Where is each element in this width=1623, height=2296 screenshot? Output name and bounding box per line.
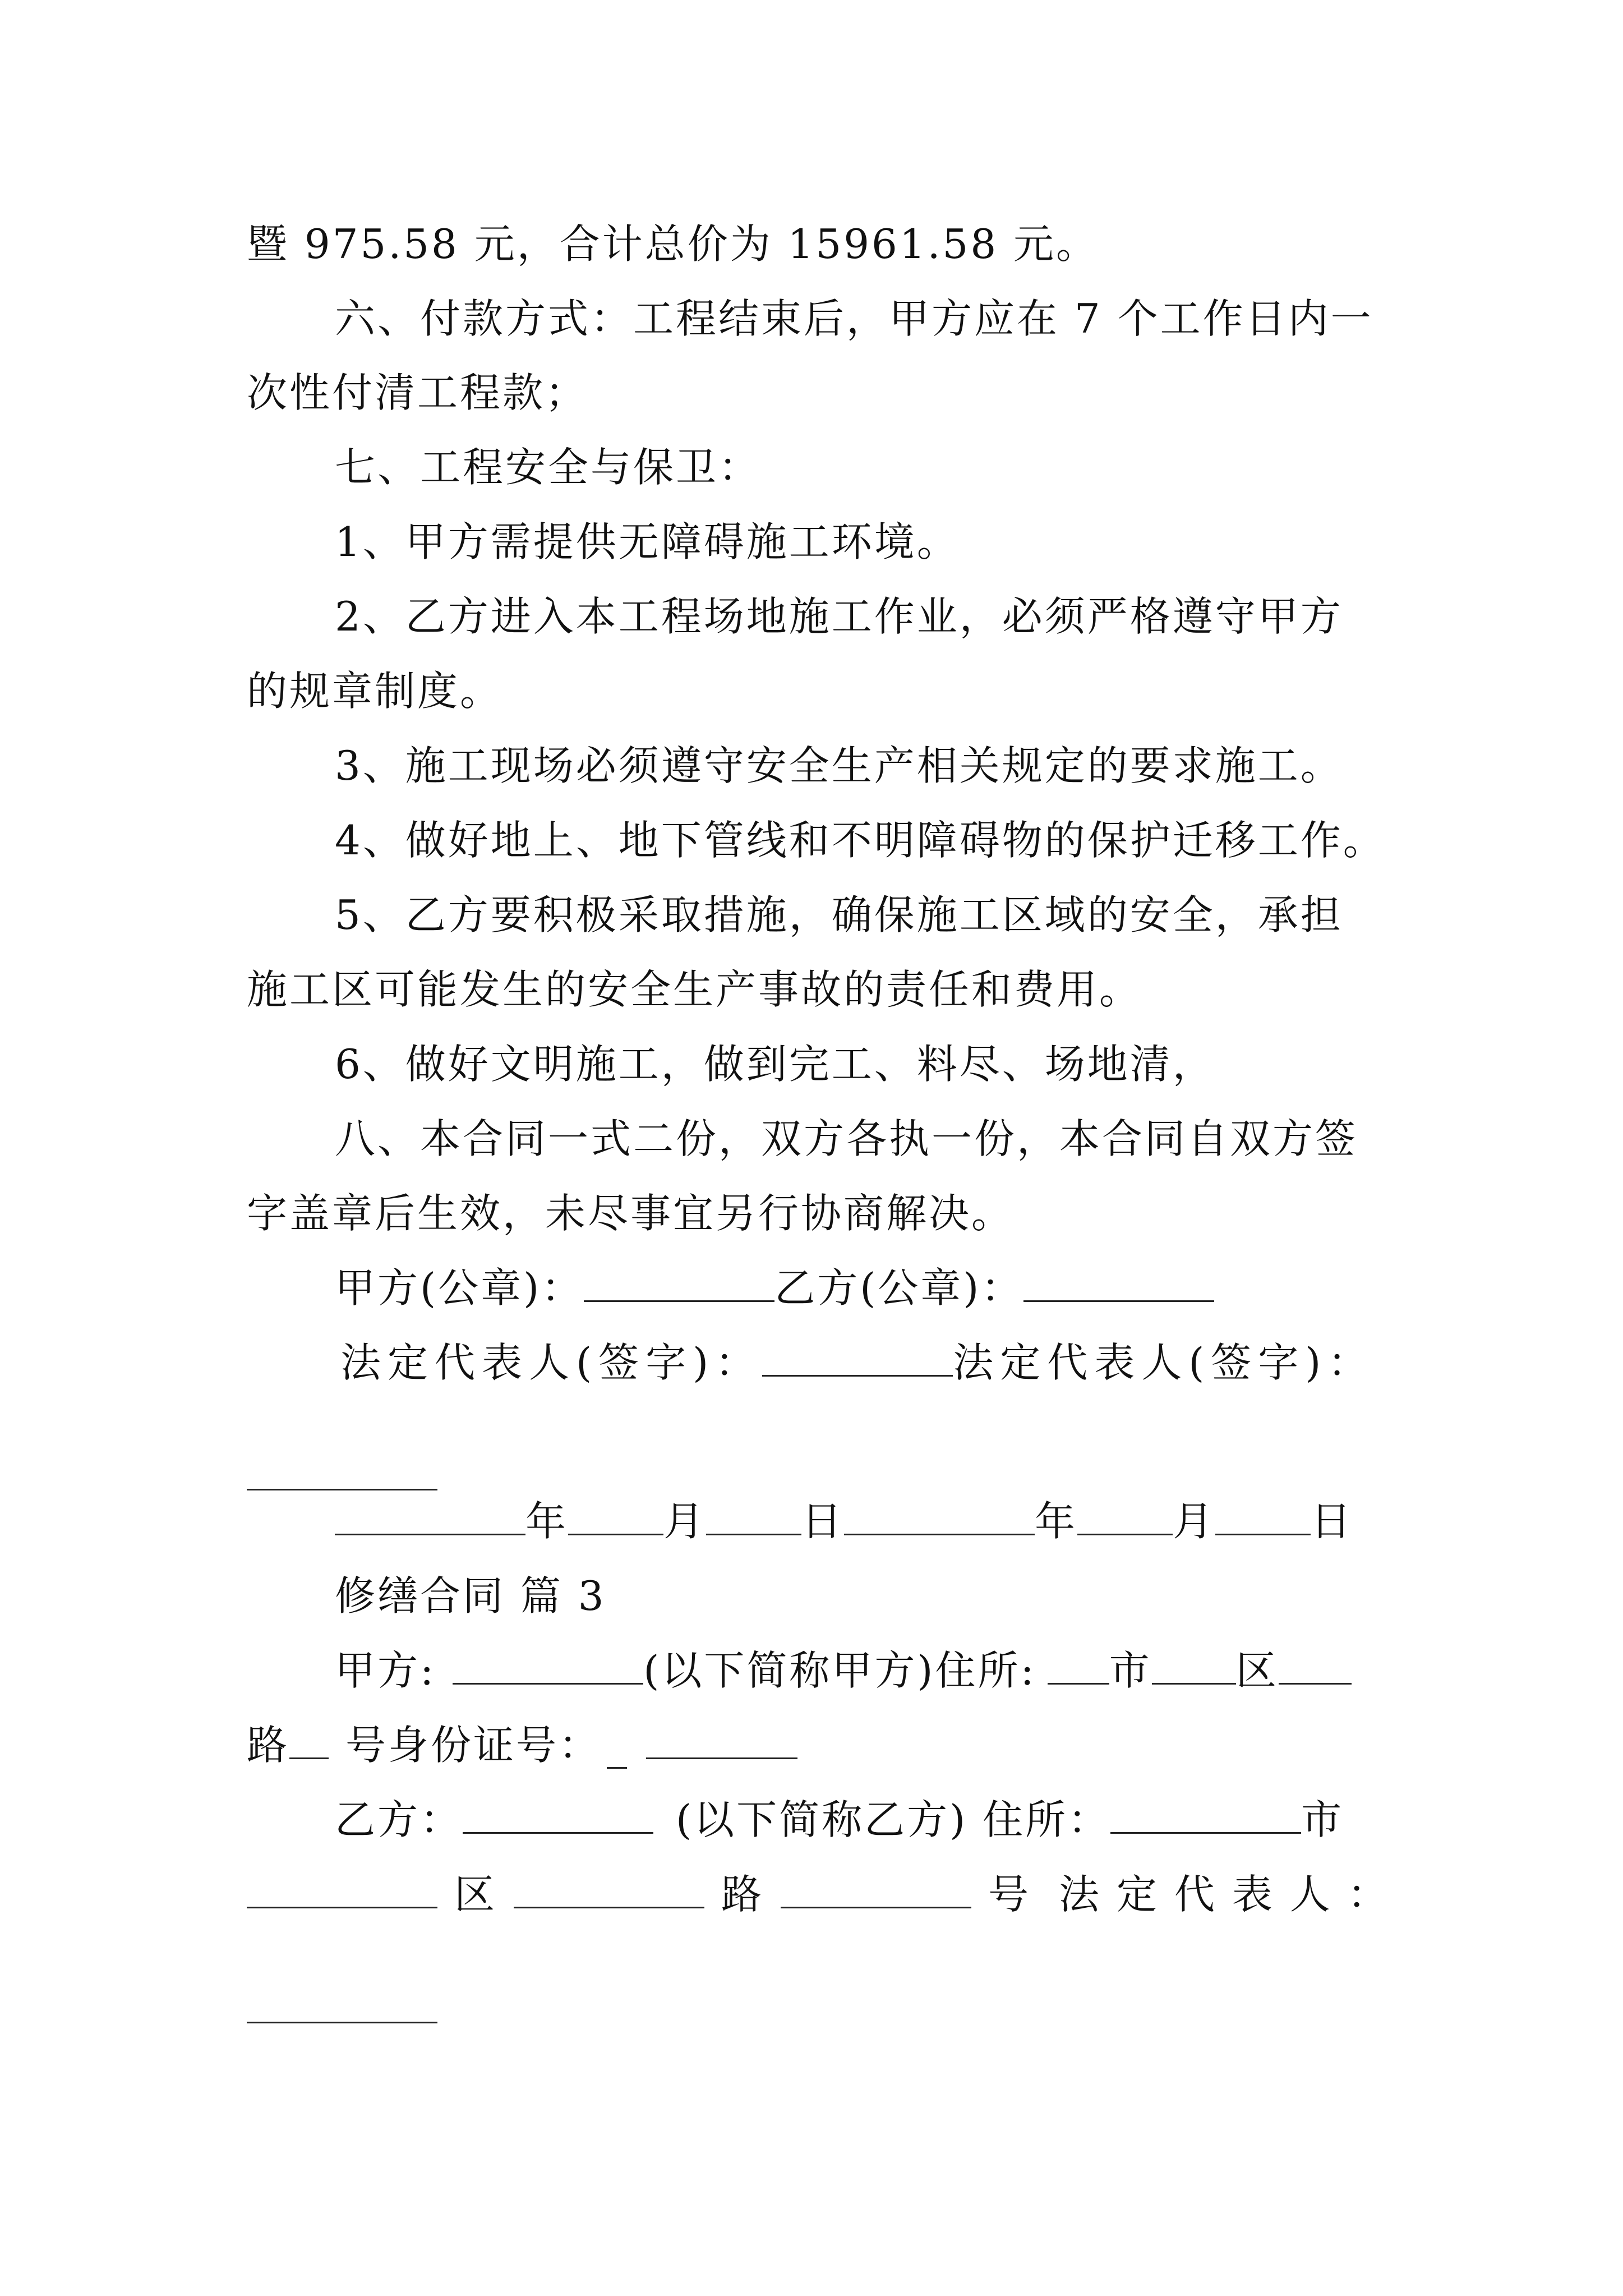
section-title: 修缮合同 篇 3 xyxy=(335,1572,606,1619)
number-blank xyxy=(289,1722,329,1759)
party-b-line xyxy=(0,1792,1623,1848)
paragraph-line xyxy=(0,439,1623,495)
text-clause-3: 3、施工现场必须遵守安全生产相关规定的要求施工。 xyxy=(335,742,1343,789)
paragraph-line xyxy=(0,1111,1623,1167)
year-blank-a xyxy=(335,1498,525,1535)
party-a-line-cont xyxy=(0,1717,1623,1773)
party-b-name-blank xyxy=(463,1796,653,1834)
party-a-label: 甲方: xyxy=(335,1647,436,1694)
text-clause-1: 1、甲方需提供无障碍施工环境。 xyxy=(335,518,960,565)
party-b-number-blank xyxy=(781,1871,971,1908)
text-clause-2-cont: 的规章制度。 xyxy=(247,668,503,715)
text-clause-8-cont: 字盖章后生效，未尽事宜另行协商解决。 xyxy=(247,1190,1015,1237)
party-a-abbr: (以下简称甲方)住所: xyxy=(643,1647,1036,1694)
paragraph-line xyxy=(0,663,1623,719)
seal-line xyxy=(0,1260,1623,1316)
year-label: 年 xyxy=(1035,1498,1078,1545)
text-payment-method-cont: 次性付清工程款； xyxy=(247,369,588,416)
text-clause-5-cont: 施工区可能发生的安全生产事故的责任和费用。 xyxy=(247,966,1142,1013)
party-a-seal-label: 甲方(公章)： xyxy=(335,1264,584,1312)
party-b-legal-rep-label: 法 定 代 表 人 ： xyxy=(1059,1871,1390,1918)
id-number-blank xyxy=(646,1722,797,1759)
city-blank xyxy=(1048,1647,1109,1685)
year-label: 年 xyxy=(525,1498,569,1545)
party-b-seal-label: 乙方(公章)： xyxy=(774,1264,1024,1312)
paragraph-line xyxy=(0,1036,1623,1092)
legal-rep-a-label: 法定代表人(签字)： xyxy=(340,1339,763,1386)
month-blank-a xyxy=(568,1498,663,1535)
party-b-district-blank xyxy=(247,1871,437,1908)
paragraph-line xyxy=(0,887,1623,943)
paragraph-line xyxy=(0,365,1623,421)
id-number-label: 号身份证号： xyxy=(345,1722,602,1769)
district-label: 区 xyxy=(454,1871,497,1918)
month-label: 月 xyxy=(1173,1498,1216,1545)
party-a-line xyxy=(0,1642,1623,1699)
legal-rep-b-blank xyxy=(247,1453,437,1490)
text-safety-heading: 七、工程安全与保卫： xyxy=(335,444,762,491)
road-blank xyxy=(1279,1647,1352,1685)
section-title-line xyxy=(0,1568,1623,1624)
city-label: 市 xyxy=(1301,1796,1344,1843)
day-blank-b xyxy=(1215,1498,1311,1535)
district-label: 区 xyxy=(1235,1647,1279,1694)
road-label: 路 xyxy=(247,1722,290,1769)
party-b-seal-blank xyxy=(1023,1264,1214,1302)
legal-rep-b-label: 法定代表人(签字)： xyxy=(953,1339,1375,1386)
paragraph-line xyxy=(0,291,1623,347)
paragraph-line xyxy=(0,961,1623,1018)
day-blank-a xyxy=(706,1498,801,1535)
day-label: 日 xyxy=(801,1498,845,1545)
party-b-label: 乙方： xyxy=(335,1796,463,1843)
text-clause-6: 6、做好文明施工，做到完工、料尽、场地清， xyxy=(335,1041,1215,1088)
city-label: 市 xyxy=(1109,1647,1152,1694)
text-price-total: 暨 975.58 元，合计总价为 15961.58 元。 xyxy=(247,220,1099,268)
month-label: 月 xyxy=(663,1498,707,1545)
party-b-abbr: (以下简称乙方) 住所： xyxy=(676,1796,1111,1843)
date-line xyxy=(0,1493,1623,1549)
text-clause-4: 4、做好地上、地下管线和不明障碍物的保护迁移工作。 xyxy=(335,817,1386,864)
party-b-legal-rep-blank xyxy=(247,1986,437,2023)
year-blank-b xyxy=(844,1498,1035,1535)
district-blank xyxy=(1152,1647,1236,1685)
road-label: 路 xyxy=(721,1871,764,1918)
party-b-city-blank xyxy=(1110,1796,1301,1834)
paragraph-line xyxy=(0,588,1623,645)
text-payment-method: 六、付款方式：工程结束后，甲方应在 7 个工作日内一 xyxy=(335,295,1373,342)
paragraph-line xyxy=(0,216,1623,272)
text-clause-2: 2、乙方进入本工程场地施工作业，必须严格遵守甲方 xyxy=(335,593,1343,640)
legal-rep-a-blank xyxy=(762,1339,953,1377)
number-label: 号 xyxy=(988,1871,1031,1918)
party-b-road-blank xyxy=(514,1871,704,1908)
text-clause-5: 5、乙方要积极采取措施，确保施工区域的安全，承担 xyxy=(335,891,1343,938)
paragraph-line xyxy=(0,514,1623,570)
signature-line xyxy=(0,1335,1623,1391)
id-number-mark: _ xyxy=(607,1722,630,1769)
paragraph-line xyxy=(0,812,1623,868)
day-label: 日 xyxy=(1311,1498,1354,1545)
party-a-name-blank xyxy=(453,1647,643,1685)
text-clause-8: 八、本合同一式二份，双方各执一份，本合同自双方签 xyxy=(335,1115,1358,1162)
paragraph-line xyxy=(0,738,1623,794)
paragraph-line xyxy=(0,1185,1623,1241)
month-blank-b xyxy=(1077,1498,1173,1535)
party-a-seal-blank xyxy=(584,1264,774,1302)
party-b-line-cont xyxy=(0,1866,1623,1922)
